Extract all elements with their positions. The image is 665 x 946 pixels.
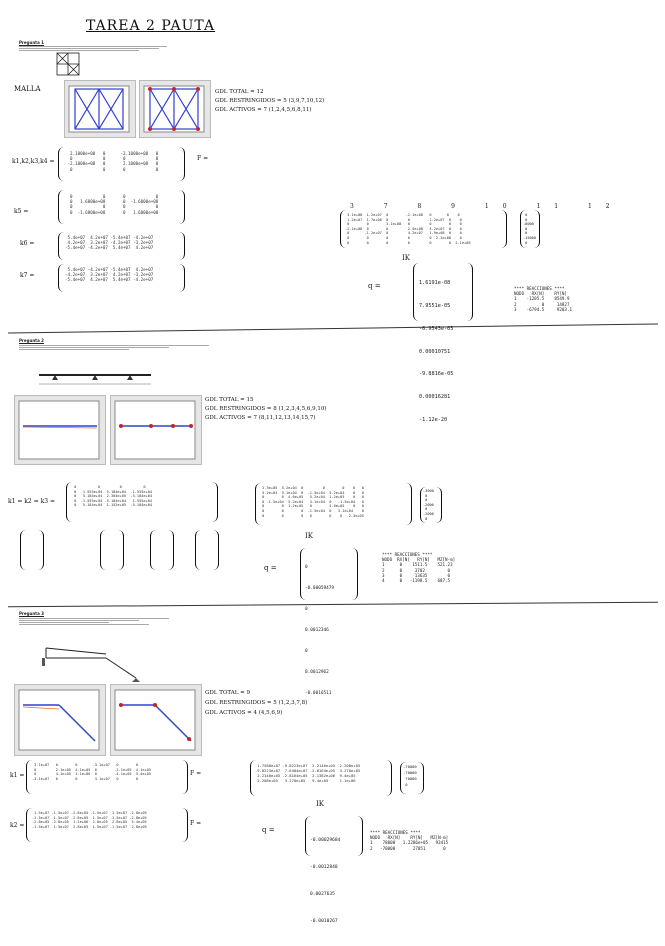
truss-plot-dof xyxy=(140,81,210,137)
p1-q-0: 1.6191e-08 xyxy=(419,280,451,287)
p3-k-label-2: k2 = xyxy=(10,822,25,829)
plot-2a xyxy=(14,395,106,465)
plot-1a xyxy=(64,80,136,138)
p2-q-0: 0 xyxy=(305,565,308,570)
p1-q-4: -9.8816e-05 xyxy=(419,371,454,378)
p1-q-3: 0.00010751 xyxy=(419,348,451,355)
p2-q-3: 0.0012346 xyxy=(305,628,329,633)
p2-f-vectors-2 xyxy=(100,530,124,570)
p1-f-vector-1: F = xyxy=(197,155,209,162)
p1-reactions-row-2: 3 -6794.5 9203.1 xyxy=(514,306,572,312)
plot-3b xyxy=(110,684,202,756)
p2-q-1: -0.00059479 xyxy=(305,586,335,591)
p2-q-2: 0 xyxy=(305,607,308,612)
problem-2-statement xyxy=(19,344,209,351)
p3-reactions-header: NODO RX[N] RY[N] MZ[N-m] xyxy=(370,835,449,841)
p2-reactions xyxy=(382,552,455,583)
p1-k-matrix-3: 5.4e+07 4.2e+07 -5.4e+07 -4.2e+07 4.2e+07 3.2e+07 -4.2e+07 -3.2e+07 -5.4e+07 -4.2e+07 5.4e+07 4.2e+07 xyxy=(58,232,185,260)
p2-reactions-row-1: 2 0 3702 0 xyxy=(382,567,451,573)
p2-q-label: q = xyxy=(264,564,277,572)
p1-k-label-4: k7 = xyxy=(20,272,35,279)
p2-f-vectors xyxy=(20,530,44,570)
p1-q-6: -1.12e-20 xyxy=(419,416,448,423)
frame-plot-deformed xyxy=(15,685,105,755)
problem-2-heading: Pregunta 2 xyxy=(19,338,44,343)
p3-k-matrix-2: 1.5e+07 -1.5e+07 -2.8e+05 -1.5e+07 1.5e+07 -2.8e+05 -1.5e+07 1.5e+07 -2.8e+05 1.5e+07 -1.5e+07 -2.8e+05 -2.8e+05 -2.8e+05 1.1e+06 2.8e+05 2.8e+05 5.4e+05 -1.5e+07 1.5e+07 2.8e+05 1.5e+07 -1.5e+07 2.8e+05 xyxy=(26,808,188,842)
p2-q-vector xyxy=(300,548,358,696)
p2-gdl-restringidos: GDL RESTRINGIDOS = 8 (1,2,3,4,5,6,9,10) xyxy=(205,406,327,412)
p2-f-vectors-3 xyxy=(150,530,174,570)
p1-q-2: -6.9543e-05 xyxy=(419,325,454,332)
p3-q-label: q = xyxy=(262,826,275,834)
p1-k-label-2: k5 = xyxy=(14,208,29,215)
problem-1-heading: Pregunta 1 xyxy=(19,40,44,45)
p2-F-vector: -3600 0 0 -2000 0 -2000 0 xyxy=(420,487,442,523)
p1-k-matrix-4: 5.4e+07 -4.2e+07 -5.4e+07 4.2e+07 -4.2e+07 3.2e+07 4.2e+07 -3.2e+07 -5.4e+07 4.2e+07 5.4e+07 -4.2e+07 xyxy=(58,264,185,292)
p3-q-0: -0.00029684 xyxy=(310,838,341,843)
p1-k-label-1: k1,k2,k3,k4 = xyxy=(12,158,55,165)
p1-gdl-total: GDL TOTAL = 12 xyxy=(215,89,264,95)
p1-q-5: 0.00016281 xyxy=(419,394,451,401)
p3-K-label: IK xyxy=(316,800,324,808)
beam-sketch xyxy=(35,365,155,387)
p2-K-label: IK xyxy=(305,532,313,540)
p3-reactions-title: **** REACCIONES **** xyxy=(370,830,421,835)
frame-sketch xyxy=(36,642,156,682)
p3-k-matrix-1: 3.1e+07 0 0 -3.1e+07 0 0 0 2.1e+05 4.1e+05 0 -2.1e+05 4.1e+05 0 4.1e+05 1.1e+06 0 -4.1e+05 5.4e+05 -3.1e+07 0 0 3.1e+07 0 0 xyxy=(26,760,188,794)
malla-label: MALLA xyxy=(14,85,41,93)
p3-K-matrix: 1.7588e+07 -9.8223e+07 2.2146e+05 2.208e+05 -9.8223e+07 7.6404e+07 -2.8164e+05 3.270e+05 2.2146e+05 -2.8164e+05 2.1382e+06 9.4e+05 2.208e+05 3.270e+05 9.4e+05 1.1e+06 xyxy=(250,760,392,796)
p1-K-dof-header: 3 7 8 9 10 11 12 xyxy=(350,203,624,210)
p1-k-matrix-2: 0 0 0 0 0 1.6800e+08 0 -1.6800e+08 0 0 0 0 0 -1.6800e+08 0 1.6800e+08 xyxy=(58,190,185,224)
p2-reactions-header: NODO RX[N] RY[N] MZ[N-m] xyxy=(382,557,456,563)
problem-3-statement xyxy=(19,617,169,626)
p2-reactions-row-3: 4 0 -1198.5 687.5 xyxy=(382,578,451,584)
page-title: TAREA 2 PAUTA xyxy=(86,18,216,34)
p1-K-matrix: 3.1e+08 1.2e+07 0 -2.1e+08 0 0 0 1.2e+07 1.7e+08 0 0 -1.2e+07 0 0 0 0 3.1e+08 0 0 0 0 -2.1e+08 0 0 2.5e+08 4.2e+07 0 0 0 -1.2e+07 0 4.2e+07 1.9e+08 0 0 0 0 0 0 0 2.1e+08 0 0 0 0 0 0 0 2.1e+08 xyxy=(340,210,507,248)
p1-reactions xyxy=(514,286,572,312)
p1-reactions-row-0: 1 -1205.5 8549.9 xyxy=(514,296,570,302)
p2-reactions-title: **** REACCIONES **** xyxy=(382,552,433,557)
p2-q-6: -0.0016511 xyxy=(305,691,332,696)
truss-sketch xyxy=(54,50,84,80)
beam-plot-deformed xyxy=(15,396,105,464)
p3-q-1: -0.0012848 xyxy=(310,865,338,870)
separator-1 xyxy=(8,323,658,333)
p1-reactions-row-1: 2 0 14827 xyxy=(514,301,570,307)
p1-F-vector: 0 0 -8000 0 0 -15000 0 xyxy=(520,210,540,248)
p3-q-2: 0.0027635 xyxy=(310,892,335,897)
p3-q-3: -0.0010267 xyxy=(310,919,338,924)
beam-plot-dof xyxy=(111,396,201,464)
p1-k-label-3: k6 = xyxy=(20,240,35,247)
p2-k-matrix: 0 0 0 0 0 1.555e+04 5.184e+04 -1.555e+04 0 5.184e+04 2.304e+05 -5.184e+04 0 -1.555e+04 -5.184e+04 1.555e+04 0 5.184e+04 1.152e+05 -5.184e+04 xyxy=(66,482,218,522)
p3-F-vector: -70000 -70000 70000 0 xyxy=(400,762,424,794)
problem-3-heading: Pregunta 3 xyxy=(19,611,44,616)
p3-gdl-restringidos: GDL RESTRINGIDOS = 5 (1,2,3,7,8) xyxy=(205,700,308,706)
p1-q-1: 7.9551e-05 xyxy=(419,302,451,309)
p2-gdl-activos: GDL ACTIVOS = 7 (8,11,12,13,14,15,7) xyxy=(205,415,316,421)
p3-gdl-activos: GDL ACTIVOS = 4 (4,5,6,9) xyxy=(205,710,283,716)
p2-f-vectors-4 xyxy=(195,530,219,570)
p2-k-label: k1 = k2 = k3 = xyxy=(8,498,55,505)
problem-1-statement xyxy=(19,45,169,52)
p1-reactions-header: NODO RX[N] RY[N] xyxy=(514,291,567,297)
plot-3a xyxy=(14,684,106,756)
p3-f-label-2: F = xyxy=(190,820,202,827)
p1-gdl-restringidos: GDL RESTRINGIDOS = 5 (3,9,7,10,12) xyxy=(215,98,325,104)
plot-2b xyxy=(110,395,202,465)
p2-gdl-total: GDL TOTAL = 15 xyxy=(205,397,254,403)
p1-K-label: IK xyxy=(402,254,410,262)
p1-q-vector xyxy=(413,263,473,423)
p3-reactions-row-0: 1 78000 1.2286e+05 93415 xyxy=(370,840,449,846)
p3-k-label-1: k1 = xyxy=(10,772,25,779)
p1-q-label: q = xyxy=(368,282,381,290)
p2-reactions-row-2: 3 0 13635 0 xyxy=(382,572,451,578)
p1-k-matrix-1: 2.1000e+08 0 -2.1000e+08 0 0 0 0 0 -2.1000e+08 0 2.1000e+08 0 0 0 0 0 xyxy=(58,147,185,181)
p1-gdl-activos: GDL ACTIVOS = 7 (1,2,4,5,6,8,11) xyxy=(215,107,312,113)
frame-plot-dof xyxy=(111,685,201,755)
truss-plot-deformed xyxy=(65,81,135,137)
p3-reactions-row-1: 2 -70000 27051 0 xyxy=(370,845,446,851)
p3-q-vector xyxy=(305,816,363,924)
plot-1b xyxy=(139,80,211,138)
p3-gdl-total: GDL TOTAL = 9 xyxy=(205,690,250,696)
p2-K-matrix: 2.3e+05 5.2e+04 0 0 0 0 0 5.2e+04 3.1e+04 0 -1.5e+04 5.2e+04 0 0 0 0 4.6e+05 5.2e+04 1.2e+05 0 0 0 -1.5e+04 5.2e+04 3.1e+04 0 -1.5e+04 0 0 0 1.2e+05 0 4.6e+05 0 0 0 0 0 -1.5e+04 0 3.1e+04 0 0 0 0 0 0 0 2.3e+05 xyxy=(255,483,412,525)
p2-q-4: 0 xyxy=(305,649,308,654)
p3-reactions xyxy=(370,830,448,851)
p2-q-5: 0.0012962 xyxy=(305,670,329,675)
p1-reactions-title: **** REACCIONES **** xyxy=(514,286,565,291)
p3-f-label-1: F = xyxy=(190,770,202,777)
p2-reactions-row-0: 1 0 1511.5 521.23 xyxy=(382,562,453,568)
